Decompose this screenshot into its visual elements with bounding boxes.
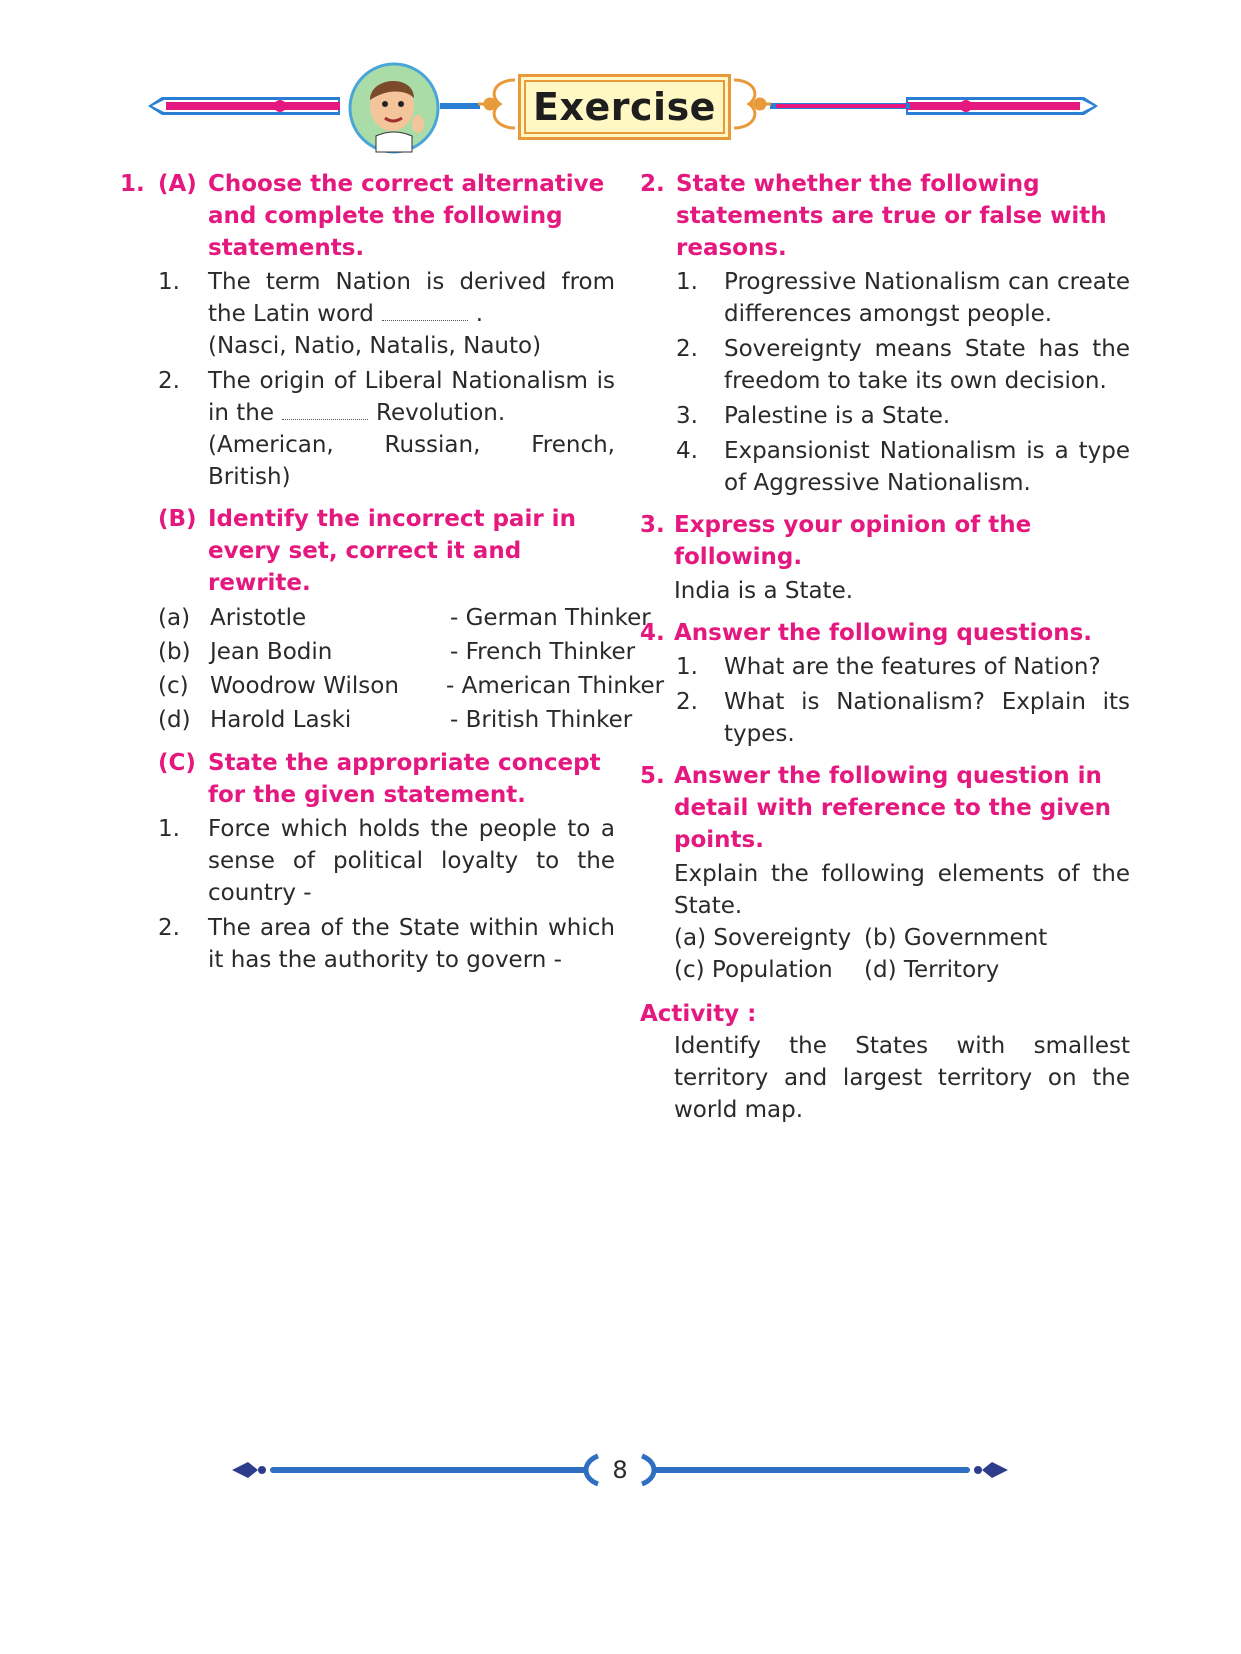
item-text-end: . <box>475 301 484 327</box>
question-text: Identify the incorrect pair in every set, correct it and rewrite. <box>208 506 576 596</box>
item-number: 1. <box>158 816 180 842</box>
title-box <box>518 74 731 140</box>
item-text: The origin of Liberal Nationalism is in the <box>208 368 615 426</box>
item-text: Palestine is a State. <box>724 403 951 429</box>
item-number: 2. <box>158 915 180 941</box>
exercise-header <box>0 0 1241 160</box>
pair-description: - British Thinker <box>450 707 633 733</box>
pair-description: - German Thinker <box>450 605 651 631</box>
item-text: Force which holds the people to a sense of political loyalty to the country - <box>208 816 615 906</box>
item-number: 3. <box>676 403 698 429</box>
pair-label: (c) <box>158 673 189 699</box>
question-3-heading <box>640 509 1130 573</box>
option: (d) Territory <box>864 957 1000 983</box>
activity-heading: Activity : <box>640 1001 757 1027</box>
item-number: 1. <box>676 269 698 295</box>
ornament-right <box>734 80 771 128</box>
list-item <box>640 651 1130 683</box>
list-item <box>158 813 615 909</box>
item-number: 4. <box>676 438 698 464</box>
item-number: 2. <box>158 368 180 394</box>
item-options: (American, Russian, French, British) <box>208 432 615 490</box>
item-text: What is Nationalism? Explain its types. <box>724 689 1130 747</box>
question-number: 2. <box>640 171 665 197</box>
right-column <box>640 168 1130 1126</box>
page-number: 8 <box>612 1456 628 1484</box>
question-5-heading <box>640 760 1130 856</box>
item-text: The area of the State within which it has the authority to govern - <box>208 915 615 973</box>
item-text: Progressive Nationalism can create differences amongst people. <box>724 269 1130 327</box>
question-2-heading <box>640 168 1130 264</box>
list-item <box>640 400 1130 432</box>
item-text: What are the features of Nation? <box>724 654 1101 680</box>
question-5-options <box>640 922 1130 986</box>
question-text: Express your opinion of the following. <box>674 512 1032 570</box>
pair-row <box>158 635 636 669</box>
list-item <box>640 686 1130 750</box>
ribbon-left-pink <box>166 102 340 110</box>
student-avatar <box>348 62 440 154</box>
question-text: Answer the following questions. <box>674 620 1092 646</box>
item-number: 1. <box>158 269 180 295</box>
pair-name: Harold Laski <box>210 707 352 733</box>
activity-body: Identify the States with smallest territory and largest territory on the world map. <box>674 1033 1130 1123</box>
question-1b-heading <box>158 503 615 599</box>
pair-name: Aristotle <box>210 605 307 631</box>
pair-label: (a) <box>158 605 191 631</box>
part-label: (B) <box>158 506 197 532</box>
question-text: Choose the correct alternative and complete the following statements. <box>208 171 605 261</box>
left-column <box>120 168 665 979</box>
pair-name: Woodrow Wilson <box>210 673 399 699</box>
option: (a) Sovereignty <box>674 925 852 951</box>
list-item <box>158 266 615 362</box>
answer-blank <box>282 401 368 420</box>
question-text: Answer the following question in detail with reference to the given points. <box>674 763 1112 853</box>
list-item <box>640 435 1130 499</box>
pair-description: - French Thinker <box>450 639 636 665</box>
question-number: 1. <box>120 171 145 197</box>
pair-row <box>158 703 633 737</box>
question-text: State the appropriate concept for the given statement. <box>208 750 601 808</box>
pair-row <box>158 601 651 635</box>
item-number: 2. <box>676 689 698 715</box>
option: (b) Government <box>864 925 1048 951</box>
question-number: 4. <box>640 620 665 646</box>
list-item <box>158 912 615 976</box>
item-text: Expansionist Nationalism is a type of Aggressive Nationalism. <box>724 438 1130 496</box>
options-row <box>674 954 1130 986</box>
pair-name: Jean Bodin <box>210 639 333 665</box>
list-item <box>158 365 615 493</box>
item-number: 1. <box>676 654 698 680</box>
item-number: 2. <box>676 336 698 362</box>
list-item <box>640 333 1130 397</box>
page-title: Exercise <box>533 85 716 129</box>
question-number: 3. <box>640 512 665 538</box>
part-label: (C) <box>158 750 196 776</box>
pair-label: (d) <box>158 707 191 733</box>
pair-label: (b) <box>158 639 191 665</box>
item-text: Sovereignty means State has the freedom to take its own decision. <box>724 336 1130 394</box>
question-4-heading <box>640 617 1130 649</box>
question-1a-heading <box>120 168 615 264</box>
item-text-end: Revolution. <box>376 400 506 426</box>
question-number: 5. <box>640 763 665 789</box>
pairs-list <box>158 601 665 737</box>
answer-blank <box>382 302 468 321</box>
question-5-body: Explain the following elements of the State. <box>674 861 1130 919</box>
part-label: (A) <box>158 171 197 197</box>
pair-row <box>158 669 665 703</box>
question-3-body: India is a State. <box>674 578 854 604</box>
options-row <box>674 922 1130 954</box>
item-options: (Nasci, Natio, Natalis, Nauto) <box>208 333 542 359</box>
ornament-left <box>478 80 515 128</box>
question-text: State whether the following statements are true or false with reasons. <box>676 171 1107 261</box>
option: (c) Population <box>674 957 833 983</box>
item-text: The term Nation is derived from the Latin word <box>208 269 615 327</box>
question-1c-heading <box>158 747 615 811</box>
pair-description: - American Thinker <box>446 673 665 699</box>
list-item <box>640 266 1130 330</box>
ribbon-right-pink <box>906 102 1080 110</box>
